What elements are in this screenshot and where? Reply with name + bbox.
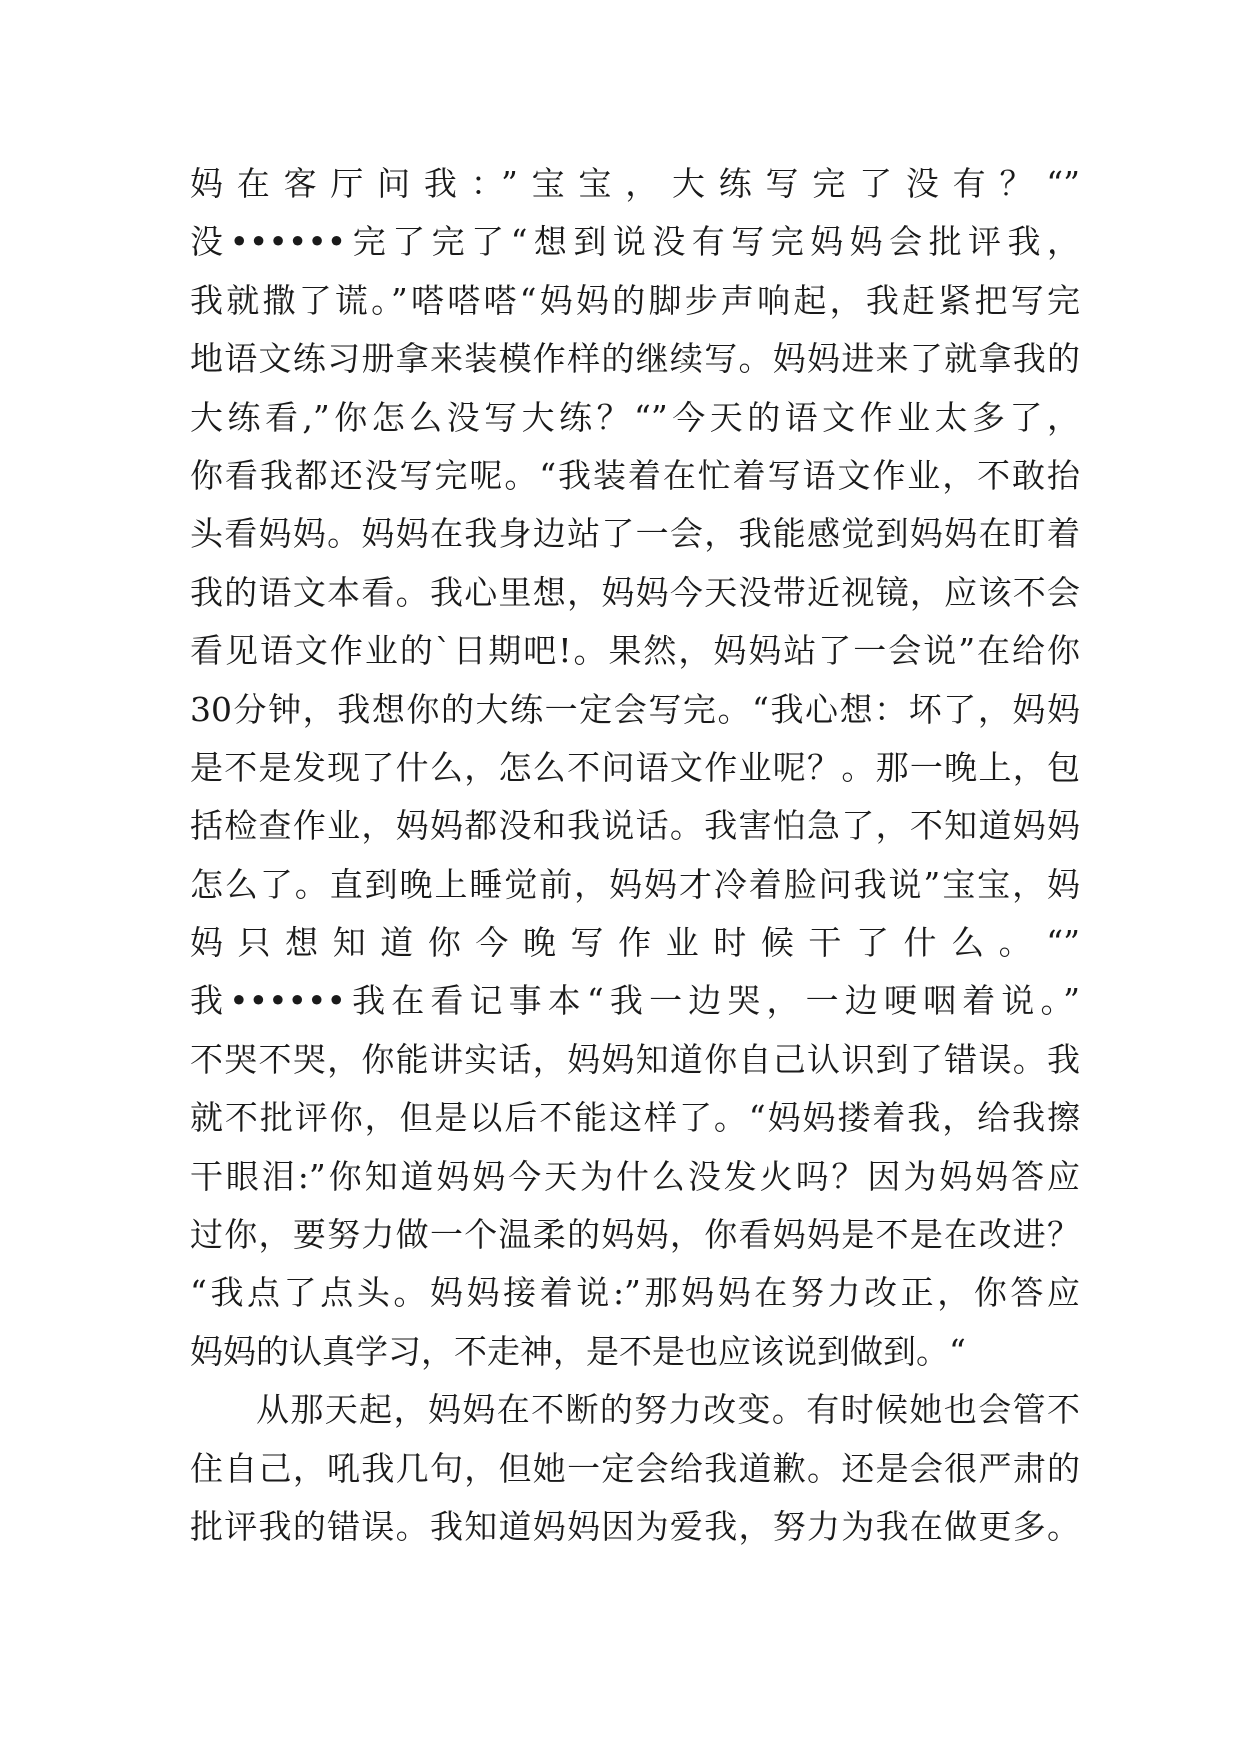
text-line: 30分钟，我想你的大练一定会写完。“我心想：坏了，妈妈: [190, 689, 1080, 729]
text-line: 干眼泪:”你知道妈妈今天为什么没发火吗？因为妈妈答应: [190, 1156, 1080, 1196]
text-line: 地语文练习册拿来装模作样的继续写。妈妈进来了就拿我的: [190, 339, 1080, 379]
text-line: 批评我的错误。我知道妈妈因为爱我，努力为我在做更多。: [190, 1506, 1080, 1546]
text-line: 大练看,”你怎么没写大练？“”今天的语文作业太多了，: [190, 397, 1080, 437]
text-line: 看见语文作业的`日期吧!。果然，妈妈站了一会说”在给你: [190, 631, 1080, 671]
text-line: 妈只想知道你今晚写作业时候干了什么。“”: [190, 923, 1080, 963]
text-line: 没••••••完了完了“想到说没有写完妈妈会批评我，: [190, 222, 1080, 262]
text-line: 就不批评你，但是以后不能这样了。“妈妈搂着我，给我擦: [190, 1098, 1080, 1138]
text-line: 你看我都还没写完呢。“我装着在忙着写语文作业，不敢抬: [190, 455, 1080, 495]
text-line: 住自己，吼我几句，但她一定会给我道歉。还是会很严肃的: [190, 1448, 1080, 1488]
text-line: 头看妈妈。妈妈在我身边站了一会，我能感觉到妈妈在盯着: [190, 514, 1080, 554]
text-line: 妈妈的认真学习，不走神，是不是也应该说到做到。“: [190, 1331, 966, 1371]
text-line: 我••••••我在看记事本“我一边哭，一边哽咽着说。”: [190, 981, 1080, 1021]
text-line: 是不是发现了什么，怎么不问语文作业呢？。那一晚上，包: [190, 747, 1080, 787]
text-line: 我就撒了谎。”嗒嗒嗒“妈妈的脚步声响起，我赶紧把写完: [190, 280, 1080, 320]
text-line: 过你，要努力做一个温柔的妈妈，你看妈妈是不是在改进？: [190, 1215, 1080, 1255]
text-line: 括检查作业，妈妈都没和我说话。我害怕急了，不知道妈妈: [190, 806, 1080, 846]
text-line: 不哭不哭，你能讲实话，妈妈知道你自己认识到了错误。我: [190, 1039, 1080, 1079]
body-text: [190, 155, 1080, 1556]
text-line: 我的语文本看。我心里想，妈妈今天没带近视镜，应该不会: [190, 572, 1080, 612]
text-line: 妈在客厅问我：”宝宝，大练写完了没有？“”: [190, 164, 1080, 203]
text-line: 从那天起，妈妈在不断的努力改变。有时候她也会管不: [256, 1390, 1080, 1430]
text-line: 怎么了。直到晚上睡觉前，妈妈才冷着脸问我说”宝宝，妈: [190, 864, 1080, 904]
text-line: “我点了点头。妈妈接着说:”那妈妈在努力改正，你答应: [190, 1273, 1080, 1313]
